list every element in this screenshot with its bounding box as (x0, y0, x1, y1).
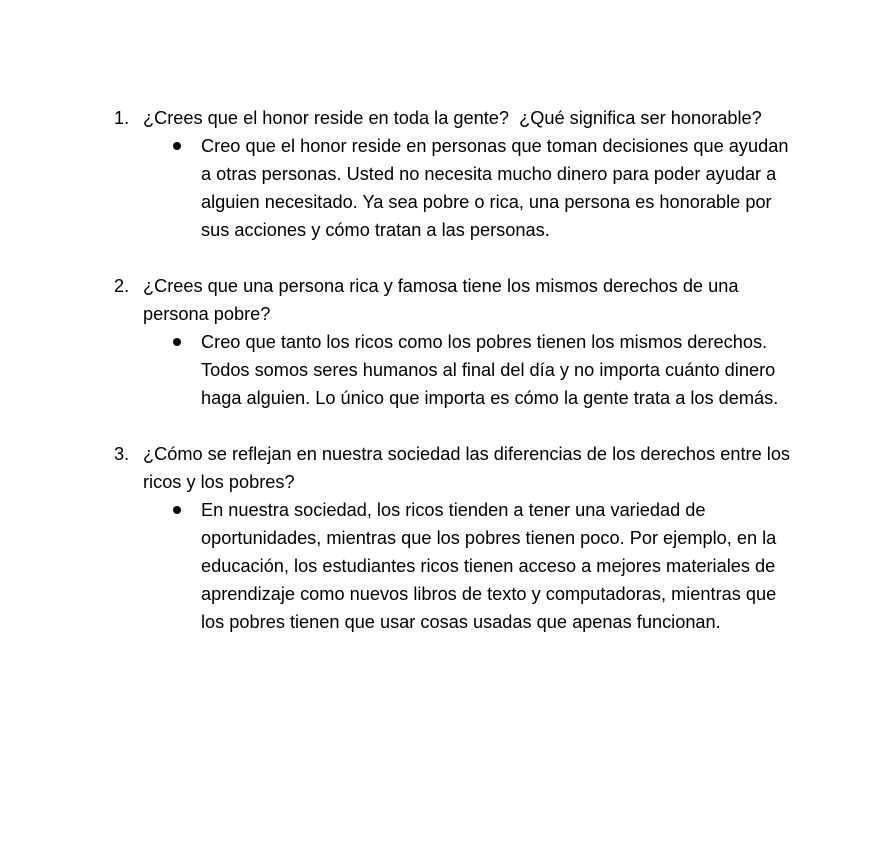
bullet-icon (173, 142, 181, 150)
answer-text: Creo que el honor reside en personas que toman decisiones que ayudan a otras personas. Usted no necesita mucho dinero para poder ayudar a alguien necesitado. Ya sea pobre o rica, una persona es honorable por sus acciones y cómo tratan a las personas. (201, 136, 789, 240)
question-number: 3. (114, 444, 130, 464)
question-item-3 (0, 440, 880, 636)
answer-text: Creo que tanto los ricos como los pobres tienen los mismos derechos. Todos somos seres humanos al final del día y no importa cuánto dinero haga alguien. Lo único que importa es cómo la gente trata a los demás. (201, 332, 779, 408)
bullet-icon (173, 506, 181, 514)
question-text: ¿Crees que el honor reside en toda la gente? ¿Qué significa ser honorable? (143, 108, 762, 128)
answer-item (0, 132, 880, 244)
question-text: ¿Cómo se reflejan en nuestra sociedad las diferencias de los derechos entre los ricos y los pobres? (143, 444, 796, 492)
answer-item (0, 328, 880, 412)
question-number: 2. (114, 276, 130, 296)
answer-text: En nuestra sociedad, los ricos tienden a tener una variedad de oportunidades, mientras que los pobres tienen poco. Por ejemplo, en la educación, los estudiantes ricos tienen acceso a mejores materiales de aprendizaje como nuevos libros de texto y computadoras, mientras que los pobres tienen que usar cosas usadas que apenas funcionan. (201, 500, 777, 632)
bullet-icon (173, 338, 181, 346)
question-number: 1. (114, 108, 130, 128)
document-body (0, 104, 880, 636)
question-item-1 (0, 104, 880, 244)
question-text: ¿Crees que una persona rica y famosa tiene los mismos derechos de una persona pobre? (143, 276, 744, 324)
question-item-2 (0, 272, 880, 412)
answer-item (0, 496, 880, 636)
